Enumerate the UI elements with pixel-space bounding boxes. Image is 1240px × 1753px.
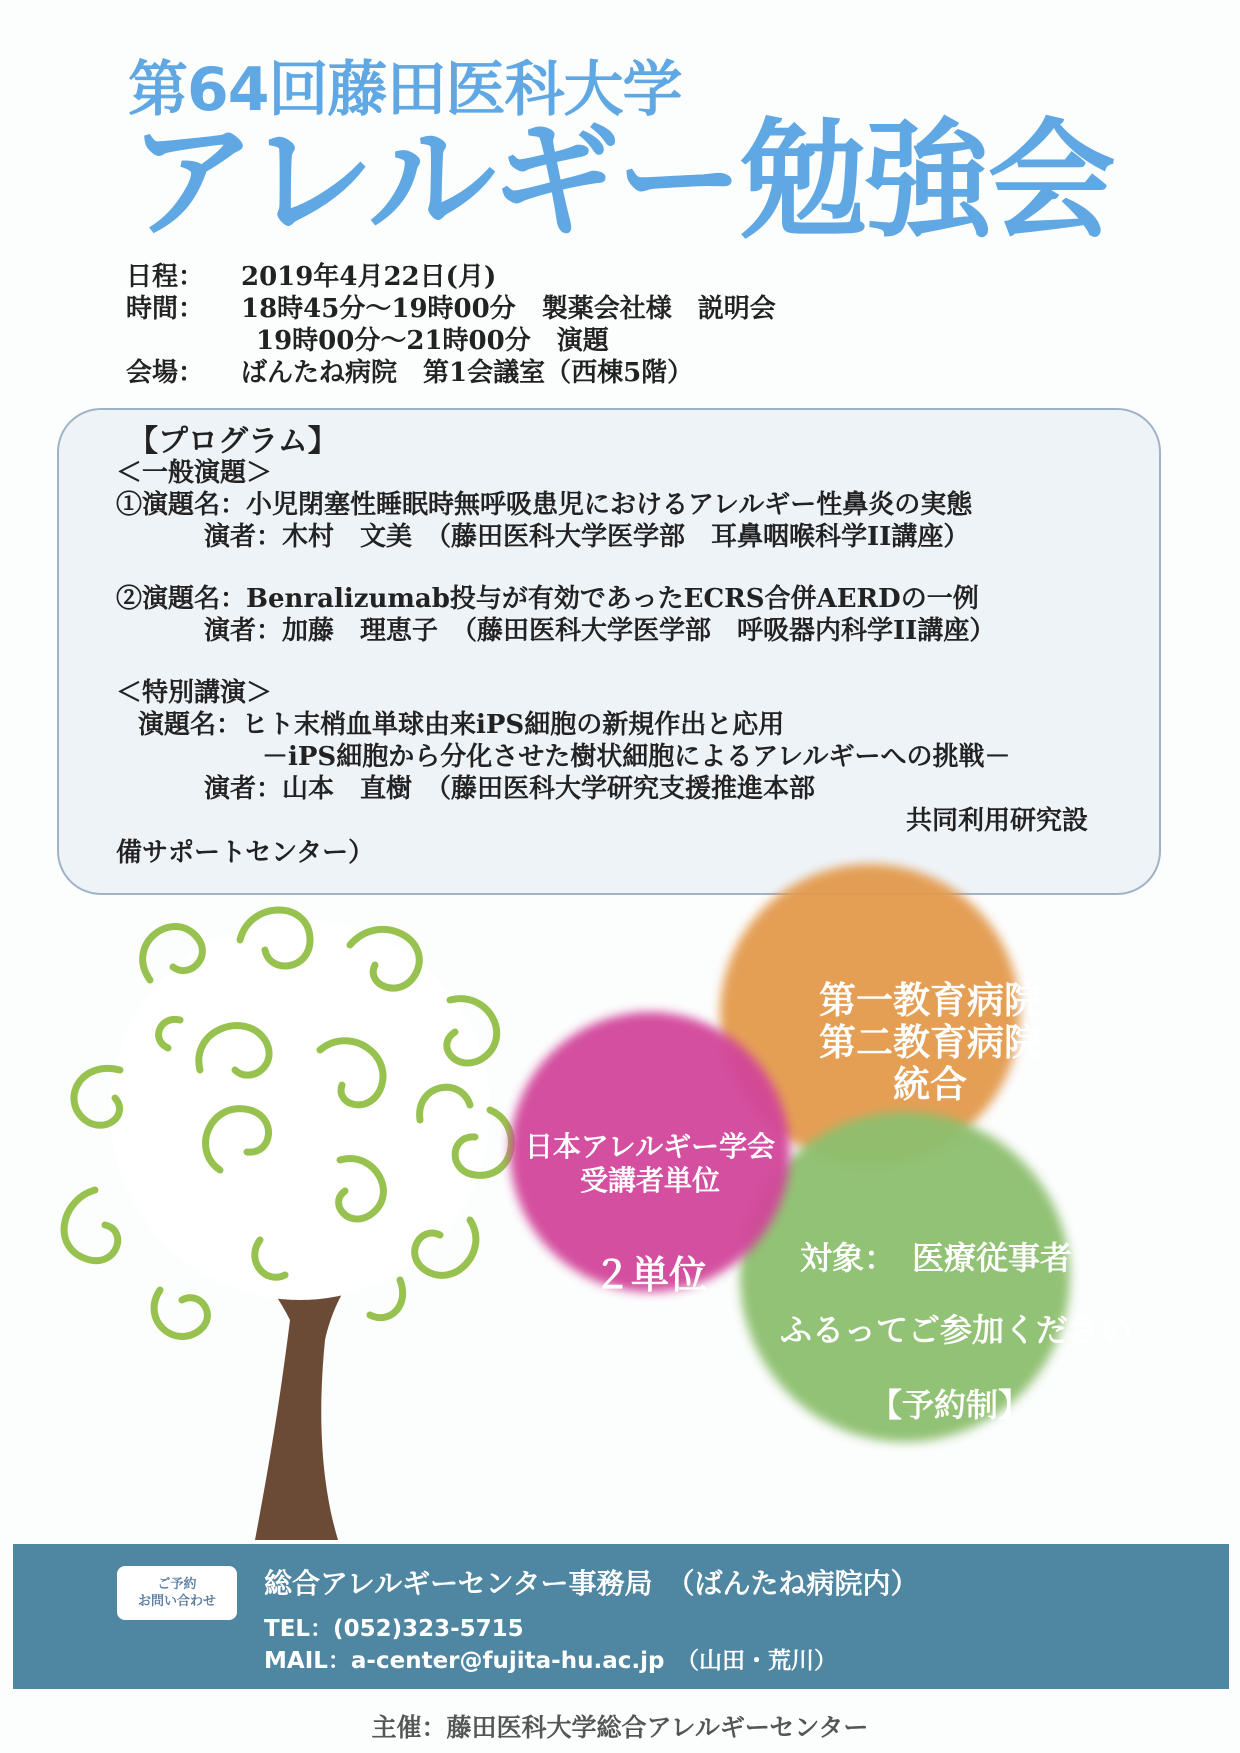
tree-canopy [64,910,511,1336]
contact-mail[interactable]: MAIL：a-center@fujita-hu.ac.jp （山田・荒川） [264,1648,837,1674]
talk2-title: ②演題名：Benralizumab投与が有効であったECRS合併AERDの一例 [116,584,979,614]
society-name: 日本アレルギー学会 [524,1130,776,1163]
merged-hospitals-text [800,980,1060,1106]
general-talks-heading: ＜一般演題＞ [116,458,273,488]
event-series-title: 第64回藤田医科大学 [128,55,682,125]
special-lecture-heading: ＜特別講演＞ [116,678,273,708]
special-lecture-speaker: 演者：山本 直樹 （藤田医科大学研究支援推進本部 [204,774,816,804]
credit-units: ２単位 [592,1253,707,1297]
orange-line-2: 第二教育病院 [819,1021,1041,1064]
orange-line-1: 第一教育病院 [819,979,1041,1022]
contact-tel: TEL：(052)323-5715 [264,1616,524,1642]
decorative-tree-illustration [0,900,600,1540]
venue-label: 会場： [126,358,205,388]
talk2-speaker: 演者：加藤 理恵子 （藤田医科大学医学部 呼吸器内科学II講座） [204,616,996,646]
contact-badge [117,1566,237,1620]
program-heading: 【プログラム】 [128,424,338,459]
special-lecture-affiliation-cont: 共同利用研究設 [906,806,1089,836]
reservation-note: 【予約制】 [869,1386,1030,1424]
credit-label: 受講者単位 [579,1164,720,1197]
special-lecture-affiliation-end: 備サポートセンター） [116,838,375,868]
time-label: 時間： [126,294,205,324]
venue-row [126,352,693,389]
special-lecture-subtitle: －iPS細胞から分化させた樹状細胞によるアレルギーへの挑戦－ [262,742,1011,772]
talk1-title: ①演題名：小児閉塞性睡眠時無呼吸患児におけるアレルギー性鼻炎の実態 [116,490,973,520]
invitation-text: ふるってご参加ください [780,1311,1133,1349]
date-value: 2019年4月22日(月) [241,262,497,292]
office-name: 総合アレルギーセンター事務局 （ばんたね病院内） [264,1567,919,1600]
time-value-2: 19時00分～21時00分 演題 [256,326,609,356]
event-title: アレルギー勉強会 [128,107,1112,256]
date-label: 日程： [126,262,205,292]
venue-value: ばんたね病院 第1会議室（西棟5階） [241,358,694,388]
target-audience: 対象： 医療従事者 [800,1239,1073,1277]
credit-text [500,1130,800,1198]
special-lecture-title: 演題名：ヒト末梢血単球由来iPS細胞の新規作出と応用 [138,710,785,740]
talk1-speaker: 演者：木村 文美 （藤田医科大学医学部 耳鼻咽喉科学II講座） [204,522,970,552]
time-value-1: 18時45分～19時00分 製薬会社様 説明会 [241,294,776,324]
organizer: 主催：藤田医科大学総合アレルギーセンター [371,1713,869,1742]
orange-line-3: 統合 [893,1063,967,1106]
badge-line-1: ご予約 [157,1577,197,1592]
badge-line-2: お問い合わせ [137,1594,216,1609]
